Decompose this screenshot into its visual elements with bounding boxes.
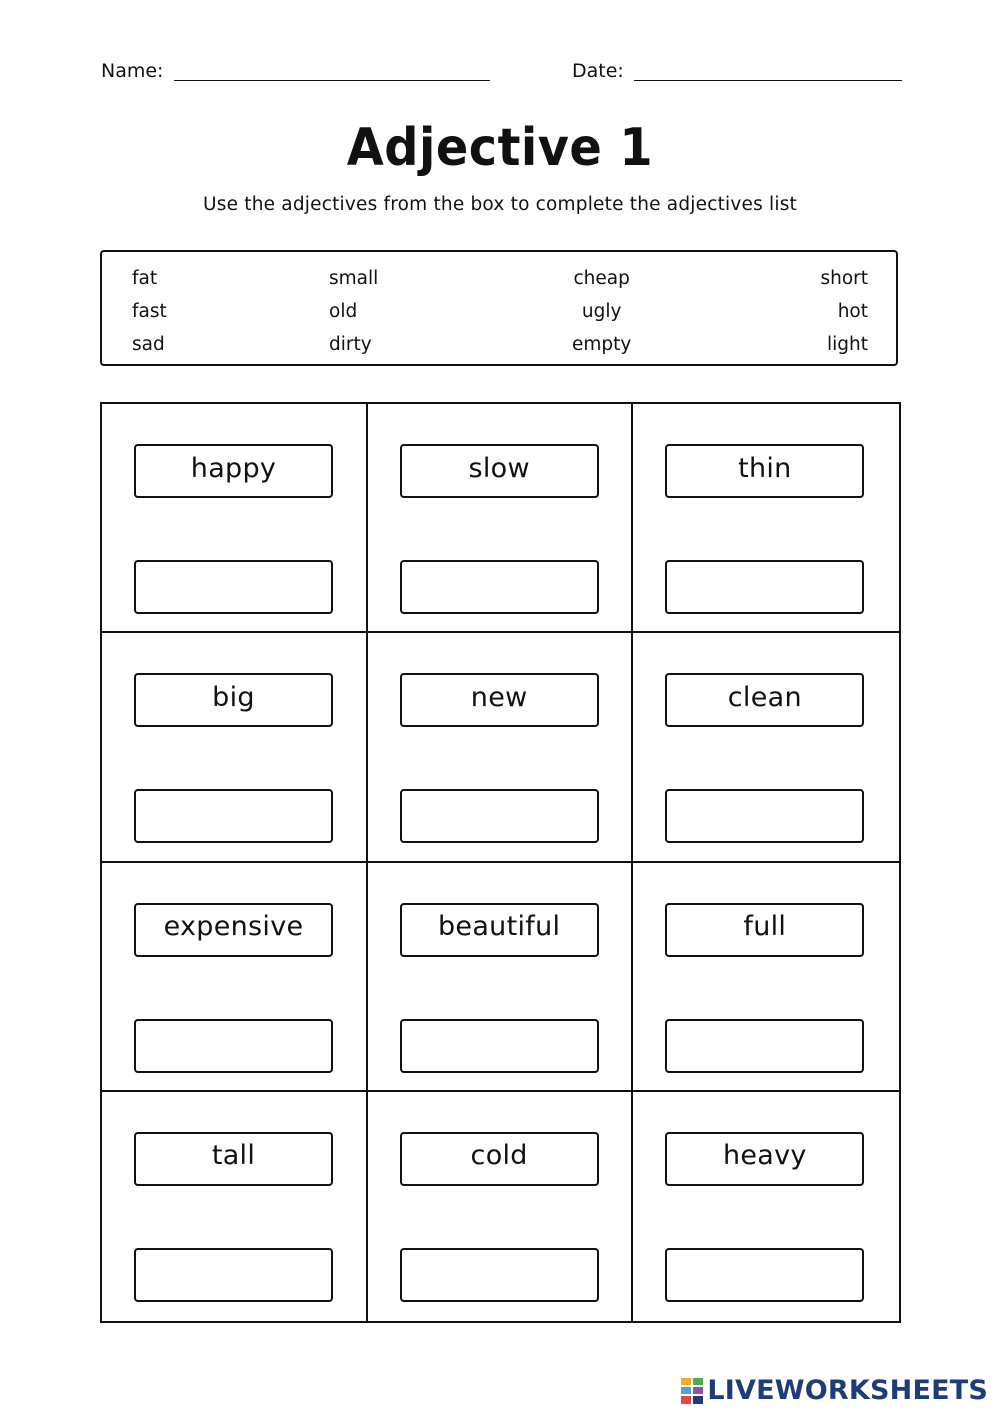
answer-input[interactable]	[665, 1248, 864, 1302]
adjective-card: heavy	[665, 1132, 864, 1186]
adjective-card: thin	[665, 444, 864, 498]
word-bank-column	[572, 262, 631, 361]
page-title: Adjective 1	[346, 118, 654, 178]
answer-input[interactable]	[134, 1248, 333, 1302]
word-bank-word: fast	[132, 301, 167, 322]
instructions: Use the adjectives from the box to complete the adjectives list	[203, 194, 797, 215]
exercise-cell	[368, 863, 634, 1092]
exercise-cell	[368, 1092, 634, 1321]
answer-input[interactable]	[134, 1019, 333, 1073]
name-label: Name:	[101, 60, 164, 82]
word-bank-word: hot	[837, 301, 868, 322]
answer-input[interactable]	[400, 1019, 599, 1073]
answer-input[interactable]	[665, 789, 864, 843]
exercise-cell	[102, 633, 368, 862]
answer-input[interactable]	[400, 1248, 599, 1302]
answer-input[interactable]	[400, 789, 599, 843]
adjective-card: cold	[400, 1132, 599, 1186]
liveworksheets-logo-icon	[681, 1378, 703, 1404]
word-bank-column	[132, 262, 167, 361]
word-bank-word: old	[329, 301, 358, 322]
adjective-card: clean	[665, 673, 864, 727]
word-bank-word: dirty	[329, 334, 372, 355]
exercise-cell	[633, 404, 899, 633]
word-bank-word: short	[820, 268, 868, 289]
adjective-card: tall	[134, 1132, 333, 1186]
word-bank-word: sad	[132, 334, 165, 355]
exercise-cell	[368, 633, 634, 862]
answer-input[interactable]	[400, 560, 599, 614]
answer-input[interactable]	[665, 1019, 864, 1073]
adjective-card: happy	[134, 444, 333, 498]
adjective-card: beautiful	[400, 903, 599, 957]
word-bank-word: fat	[132, 268, 158, 289]
exercise-cell	[102, 863, 368, 1092]
word-bank-word: cheap	[573, 268, 630, 289]
word-bank	[100, 250, 898, 366]
exercise-cell	[633, 1092, 899, 1321]
exercise-cell	[102, 404, 368, 633]
word-bank-word: light	[826, 334, 868, 355]
exercise-cell	[633, 633, 899, 862]
word-bank-word: small	[329, 268, 379, 289]
date-label: Date:	[572, 60, 624, 82]
adjective-card: big	[134, 673, 333, 727]
answer-input[interactable]	[665, 560, 864, 614]
word-bank-word: empty	[572, 334, 632, 355]
liveworksheets-brand[interactable]	[681, 1375, 988, 1406]
adjective-card: slow	[400, 444, 599, 498]
word-bank-column	[820, 262, 868, 361]
brand-text: LIVEWORKSHEETS	[707, 1375, 988, 1406]
exercise-cell	[633, 863, 899, 1092]
adjective-card: new	[400, 673, 599, 727]
exercise-grid	[100, 402, 901, 1323]
date-field-line[interactable]	[634, 80, 902, 81]
answer-input[interactable]	[134, 560, 333, 614]
exercise-cell	[368, 404, 634, 633]
name-field-line[interactable]	[174, 80, 490, 81]
word-bank-word: ugly	[581, 301, 622, 322]
adjective-card: expensive	[134, 903, 333, 957]
adjective-card: full	[665, 903, 864, 957]
word-bank-column	[329, 262, 378, 361]
answer-input[interactable]	[134, 789, 333, 843]
exercise-cell	[102, 1092, 368, 1321]
